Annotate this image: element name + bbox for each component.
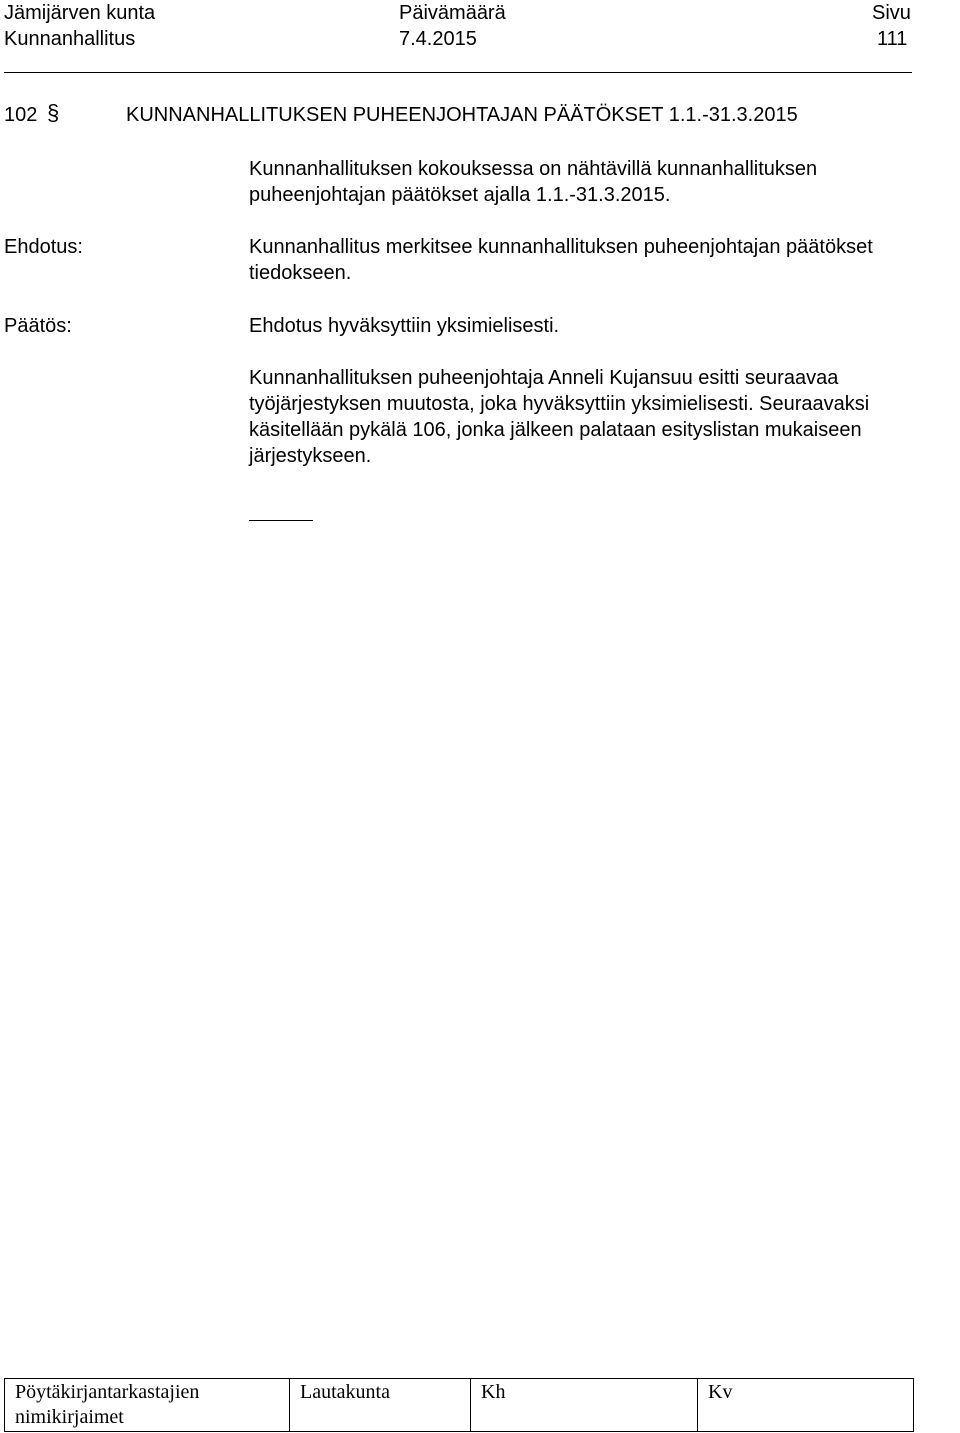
decision-text: Ehdotus hyväksyttiin yksimielisesti.	[249, 315, 560, 337]
header-body-name: Kunnanhallitus	[4, 28, 136, 50]
header-organization: Jämijärven kunta	[4, 2, 156, 24]
header-page-number: 111	[877, 28, 908, 50]
section-end-divider	[249, 520, 313, 521]
section-title: KUNNANHALLITUKSEN PUHEENJOHTAJAN PÄÄTÖKSET 1.1.-31.3.2015	[126, 104, 798, 126]
signature-footer-table	[4, 1378, 914, 1432]
header-page-label: Sivu	[872, 2, 911, 24]
proposal-text: Kunnanhallitus merkitsee kunnanhallituksen puheenjohtajan päätökset tiedokseen.	[249, 236, 873, 284]
footer-initials-label: Pöytäkirjantarkastajien nimikirjaimet	[5, 1379, 290, 1432]
footer-kv-cell: Kv	[698, 1379, 914, 1432]
header-divider	[4, 72, 912, 73]
agenda-change-paragraph: Kunnanhallituksen puheenjohtaja Anneli Kujansuu esitti seuraavaa työjärjestyksen muutosta, joka hyväksyttiin yksimielisesti. Seuraavaksi käsitellään pykälä 106, jonka jälkeen palataan esityslistan mukaiseen järjestykseen.	[249, 367, 870, 467]
header-date: 7.4.2015	[399, 28, 477, 50]
footer-kh-cell: Kh	[471, 1379, 698, 1432]
footer-board-label: Lautakunta	[290, 1379, 471, 1432]
decision-label: Päätös:	[4, 315, 72, 337]
section-number: 102	[4, 104, 38, 126]
proposal-label: Ehdotus:	[4, 236, 83, 258]
header-date-label: Päivämäärä	[399, 2, 506, 24]
intro-paragraph: Kunnanhallituksen kokouksessa on nähtävillä kunnanhallituksen puheenjohtajan päätökset ajalla 1.1.-31.3.2015.	[249, 158, 818, 206]
section-sign-icon: §	[47, 100, 60, 125]
